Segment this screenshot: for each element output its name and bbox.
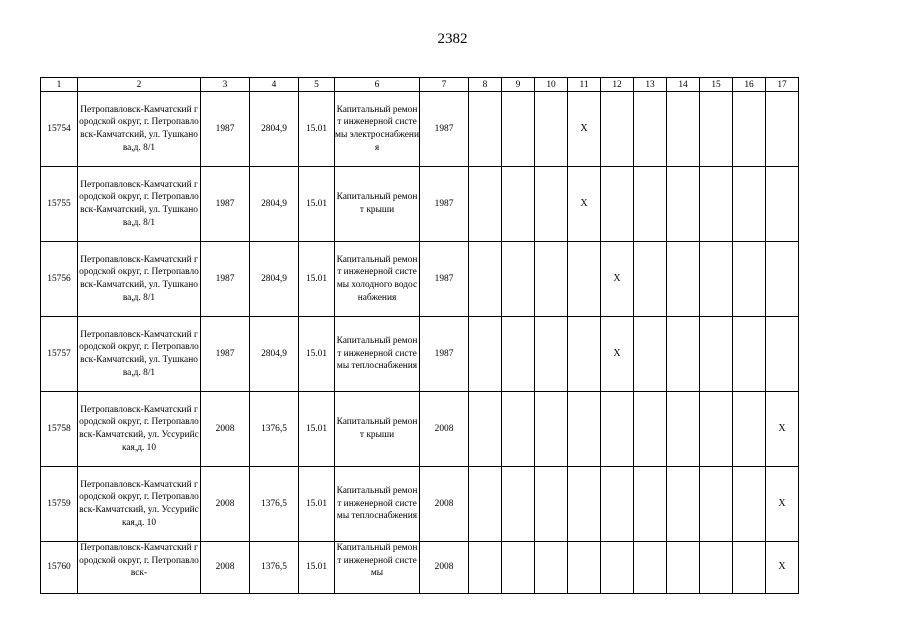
column-header-15: 15 bbox=[700, 78, 733, 92]
column-header-3: 3 bbox=[201, 78, 250, 92]
year-planned-cell: 1987 bbox=[420, 317, 469, 392]
mark-cell-col-12 bbox=[601, 467, 634, 542]
mark-cell-col-9 bbox=[502, 92, 535, 167]
mark-cell-col-14 bbox=[667, 467, 700, 542]
area-cell: 1376,5 bbox=[250, 467, 299, 542]
mark-cell-col-15 bbox=[700, 542, 733, 594]
mark-cell-col-17 bbox=[766, 317, 799, 392]
code-cell: 15.01 bbox=[299, 542, 335, 594]
year-planned-cell: 1987 bbox=[420, 167, 469, 242]
mark-cell-col-15 bbox=[700, 392, 733, 467]
row-number-cell: 15755 bbox=[41, 167, 78, 242]
mark-cell-col-12 bbox=[601, 92, 634, 167]
mark-cell-col-14 bbox=[667, 92, 700, 167]
work-type-cell: Капитальный ремонт крыши bbox=[335, 167, 420, 242]
mark-cell-col-11 bbox=[568, 392, 601, 467]
work-type-cell: Капитальный ремонт инженерной системы теплоснабжения bbox=[335, 467, 420, 542]
area-cell: 2804,9 bbox=[250, 167, 299, 242]
mark-cell-col-8 bbox=[469, 167, 502, 242]
code-cell: 15.01 bbox=[299, 92, 335, 167]
code-cell: 15.01 bbox=[299, 317, 335, 392]
area-cell: 2804,9 bbox=[250, 92, 299, 167]
mark-cell-col-16 bbox=[733, 242, 766, 317]
mark-cell-col-15 bbox=[700, 317, 733, 392]
mark-cell-col-11 bbox=[568, 467, 601, 542]
mark-cell-col-12 bbox=[601, 167, 634, 242]
year-planned-cell: 2008 bbox=[420, 542, 469, 594]
table-row bbox=[41, 317, 799, 392]
mark-cell-col-9 bbox=[502, 167, 535, 242]
work-type-cell: Капитальный ремонт инженерной системы теплоснабжения bbox=[335, 317, 420, 392]
work-type-cell: Капитальный ремонт инженерной системы холодного водоснабжения bbox=[335, 242, 420, 317]
mark-cell-col-10 bbox=[535, 242, 568, 317]
year-cell: 2008 bbox=[201, 467, 250, 542]
address-cell: Петропавловск-Камчатский городской округ, г. Петропавловск-Камчатский, ул. Тушканова,д. 8/1 bbox=[78, 167, 201, 242]
table-row bbox=[41, 467, 799, 542]
mark-cell-col-16 bbox=[733, 92, 766, 167]
code-cell: 15.01 bbox=[299, 392, 335, 467]
mark-cell-col-15 bbox=[700, 242, 733, 317]
row-number-cell: 15759 bbox=[41, 467, 78, 542]
area-cell: 2804,9 bbox=[250, 317, 299, 392]
mark-cell-col-11: X bbox=[568, 167, 601, 242]
mark-cell-col-11 bbox=[568, 242, 601, 317]
mark-cell-col-13 bbox=[634, 92, 667, 167]
year-cell: 1987 bbox=[201, 317, 250, 392]
mark-cell-col-9 bbox=[502, 317, 535, 392]
address-cell: Петропавловск-Камчатский городской округ, г. Петропавловск-Камчатский, ул. Уссурийская,д. 10 bbox=[78, 467, 201, 542]
column-header-16: 16 bbox=[733, 78, 766, 92]
registry-table bbox=[40, 77, 799, 594]
mark-cell-col-10 bbox=[535, 467, 568, 542]
mark-cell-col-13 bbox=[634, 542, 667, 594]
year-cell: 1987 bbox=[201, 242, 250, 317]
mark-cell-col-9 bbox=[502, 392, 535, 467]
year-planned-cell: 2008 bbox=[420, 467, 469, 542]
row-number-cell: 15756 bbox=[41, 242, 78, 317]
mark-cell-col-17: X bbox=[766, 467, 799, 542]
mark-cell-col-16 bbox=[733, 167, 766, 242]
area-cell: 2804,9 bbox=[250, 242, 299, 317]
page-number: 2382 bbox=[437, 31, 468, 47]
address-cell: Петропавловск-Камчатский городской округ, г. Петропавловск-Камчатский, ул. Тушканова,д. 8/1 bbox=[78, 92, 201, 167]
mark-cell-col-8 bbox=[469, 317, 502, 392]
column-header-4: 4 bbox=[250, 78, 299, 92]
mark-cell-col-13 bbox=[634, 167, 667, 242]
address-cell: Петропавловск-Камчатский городской округ, г. Петропавловск-Камчатский, ул. Уссурийская,д. 10 bbox=[78, 392, 201, 467]
mark-cell-col-12: X bbox=[601, 242, 634, 317]
work-type-cell: Капитальный ремонт инженерной системы bbox=[335, 542, 420, 594]
column-header-5: 5 bbox=[299, 78, 335, 92]
mark-cell-col-10 bbox=[535, 542, 568, 594]
year-cell: 1987 bbox=[201, 92, 250, 167]
mark-cell-col-17 bbox=[766, 167, 799, 242]
mark-cell-col-11 bbox=[568, 542, 601, 594]
row-number-cell: 15760 bbox=[41, 542, 78, 594]
year-planned-cell: 1987 bbox=[420, 92, 469, 167]
mark-cell-col-8 bbox=[469, 92, 502, 167]
year-planned-cell: 2008 bbox=[420, 392, 469, 467]
table-row bbox=[41, 542, 799, 594]
mark-cell-col-16 bbox=[733, 542, 766, 594]
row-number-cell: 15757 bbox=[41, 317, 78, 392]
table-row bbox=[41, 92, 799, 167]
work-type-cell: Капитальный ремонт крыши bbox=[335, 392, 420, 467]
table-row bbox=[41, 392, 799, 467]
mark-cell-col-17 bbox=[766, 242, 799, 317]
mark-cell-col-15 bbox=[700, 467, 733, 542]
mark-cell-col-16 bbox=[733, 317, 766, 392]
mark-cell-col-14 bbox=[667, 392, 700, 467]
mark-cell-col-10 bbox=[535, 317, 568, 392]
column-header-9: 9 bbox=[502, 78, 535, 92]
mark-cell-col-17: X bbox=[766, 542, 799, 594]
year-cell: 1987 bbox=[201, 167, 250, 242]
year-planned-cell: 1987 bbox=[420, 242, 469, 317]
area-cell: 1376,5 bbox=[250, 542, 299, 594]
mark-cell-col-15 bbox=[700, 92, 733, 167]
mark-cell-col-14 bbox=[667, 167, 700, 242]
column-header-13: 13 bbox=[634, 78, 667, 92]
mark-cell-col-13 bbox=[634, 317, 667, 392]
column-header-1: 1 bbox=[41, 78, 78, 92]
row-number-cell: 15758 bbox=[41, 392, 78, 467]
mark-cell-col-11 bbox=[568, 317, 601, 392]
row-number-cell: 15754 bbox=[41, 92, 78, 167]
code-cell: 15.01 bbox=[299, 167, 335, 242]
address-cell: Петропавловск-Камчатский городской округ, г. Петропавловск- bbox=[78, 542, 201, 594]
table-row bbox=[41, 167, 799, 242]
header-row bbox=[41, 78, 799, 92]
mark-cell-col-11: X bbox=[568, 92, 601, 167]
table-body bbox=[41, 92, 799, 594]
mark-cell-col-14 bbox=[667, 317, 700, 392]
mark-cell-col-13 bbox=[634, 242, 667, 317]
work-type-cell: Капитальный ремонт инженерной системы электроснабжения bbox=[335, 92, 420, 167]
column-header-7: 7 bbox=[420, 78, 469, 92]
year-cell: 2008 bbox=[201, 542, 250, 594]
column-header-17: 17 bbox=[766, 78, 799, 92]
mark-cell-col-9 bbox=[502, 542, 535, 594]
area-cell: 1376,5 bbox=[250, 392, 299, 467]
column-header-12: 12 bbox=[601, 78, 634, 92]
mark-cell-col-10 bbox=[535, 167, 568, 242]
code-cell: 15.01 bbox=[299, 242, 335, 317]
column-header-2: 2 bbox=[78, 78, 201, 92]
address-cell: Петропавловск-Камчатский городской округ, г. Петропавловск-Камчатский, ул. Тушканова,д. 8/1 bbox=[78, 242, 201, 317]
mark-cell-col-8 bbox=[469, 242, 502, 317]
mark-cell-col-16 bbox=[733, 392, 766, 467]
column-header-11: 11 bbox=[568, 78, 601, 92]
mark-cell-col-8 bbox=[469, 392, 502, 467]
mark-cell-col-16 bbox=[733, 467, 766, 542]
mark-cell-col-12 bbox=[601, 542, 634, 594]
mark-cell-col-8 bbox=[469, 467, 502, 542]
table-row bbox=[41, 242, 799, 317]
year-cell: 2008 bbox=[201, 392, 250, 467]
mark-cell-col-13 bbox=[634, 467, 667, 542]
mark-cell-col-8 bbox=[469, 542, 502, 594]
column-header-10: 10 bbox=[535, 78, 568, 92]
column-header-6: 6 bbox=[335, 78, 420, 92]
column-header-8: 8 bbox=[469, 78, 502, 92]
mark-cell-col-14 bbox=[667, 242, 700, 317]
column-header-14: 14 bbox=[667, 78, 700, 92]
mark-cell-col-17: X bbox=[766, 392, 799, 467]
mark-cell-col-9 bbox=[502, 242, 535, 317]
mark-cell-col-12 bbox=[601, 392, 634, 467]
mark-cell-col-9 bbox=[502, 467, 535, 542]
mark-cell-col-13 bbox=[634, 392, 667, 467]
mark-cell-col-17 bbox=[766, 92, 799, 167]
mark-cell-col-10 bbox=[535, 92, 568, 167]
mark-cell-col-14 bbox=[667, 542, 700, 594]
mark-cell-col-10 bbox=[535, 392, 568, 467]
code-cell: 15.01 bbox=[299, 467, 335, 542]
mark-cell-col-15 bbox=[700, 167, 733, 242]
address-cell: Петропавловск-Камчатский городской округ, г. Петропавловск-Камчатский, ул. Тушканова,д. 8/1 bbox=[78, 317, 201, 392]
mark-cell-col-12: X bbox=[601, 317, 634, 392]
